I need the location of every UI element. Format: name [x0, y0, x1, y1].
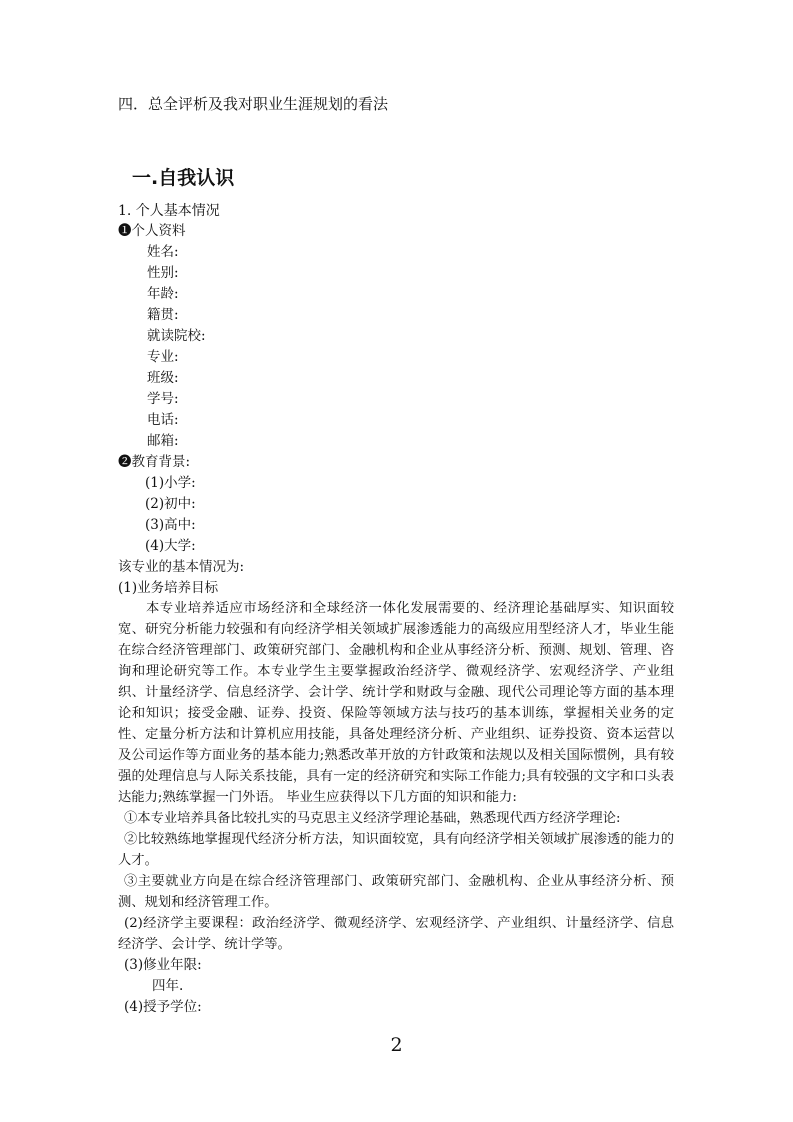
education-senior: (3)高中:	[145, 517, 196, 533]
page-number: 2	[390, 1034, 403, 1056]
field-phone: 电话:	[147, 412, 179, 428]
courses: (2)经济学主要课程：政治经济学、微观经济学、宏观经济学、产业组织、计量经济学、信息经济学、会计学、统计学等。	[118, 916, 674, 952]
duration-value: 四年.	[152, 978, 184, 994]
duration-heading: (3)修业年限:	[124, 957, 202, 973]
major-intro: 该专业的基本情况为:	[118, 559, 245, 575]
section-title: 一.自我认识	[132, 167, 235, 189]
ability-2: ②比较熟练地掌握现代经济分析方法，知识面较宽，具有向经济学相关领域扩展渗透的能力的人才。	[118, 832, 674, 868]
subsection-title: 1. 个人基本情况	[118, 203, 220, 219]
field-class: 班级:	[147, 370, 179, 386]
degree-heading: (4)授予学位:	[124, 999, 202, 1015]
field-age: 年龄:	[147, 286, 179, 302]
goal-heading: (1)业务培养目标	[118, 580, 219, 596]
ability-1: ①本专业培养具备比较扎实的马克思主义经济学理论基础，熟悉现代西方经济学理论:	[124, 811, 621, 826]
field-name: 姓名:	[147, 244, 179, 260]
field-email: 邮箱:	[147, 433, 179, 449]
intro-line: 四．总全评析及我对职业生涯规划的看法	[118, 95, 389, 113]
field-hometown: 籍贯:	[147, 307, 179, 323]
field-student-id: 学号:	[147, 391, 179, 407]
field-major: 专业:	[147, 349, 179, 365]
goal-paragraph: 本专业培养适应市场经济和全球经济一体化发展需要的、经济理论基础厚实、知识面较宽、研究分析能力较强和有向经济学相关领域扩展渗透能力的高级应用型经济人才，毕业生能在综合经济管理部门、政策研究部门、金融机构和企业从事经济分析、预测、规划、管理、咨询和理论研究等工作。本专业学生主要掌握政治经济学、微观经济学、宏观经济学、产业组织、计量经济学、信息经济学、会计学、统计学和财政与金融、现代公司理论等方面的基本理论和知识；接受金融、证券、投资、保险等领域方法与技巧的基本训练，掌握相关业务的定性、定量分析方法和计算机应用技能，具备处理经济分析、产业组织、证券投资、资本运营以及公司运作等方面业务的基本能力;熟悉改革开放的方针政策和法规以及相关国际惯例，具有较强的处理信息与人际关系技能，具有一定的经济研究和实际工作能力;具有较强的文字和口头表达能力;熟练掌握一门外语。 毕业生应获得以下几方面的知识和能力:	[118, 601, 674, 805]
field-gender: 性别:	[147, 265, 179, 281]
ability-3: ③主要就业方向是在综合经济管理部门、政策研究部门、金融机构、企业从事经济分析、预测、规划和经济管理工作。	[118, 874, 674, 910]
education-junior: (2)初中:	[145, 496, 196, 512]
education-heading: ❷教育背景:	[118, 454, 191, 470]
education-university: (4)大学:	[145, 538, 196, 554]
personal-info-heading: ❶个人资料	[118, 223, 186, 239]
field-school: 就读院校:	[147, 328, 206, 344]
education-primary: (1)小学:	[145, 475, 196, 491]
